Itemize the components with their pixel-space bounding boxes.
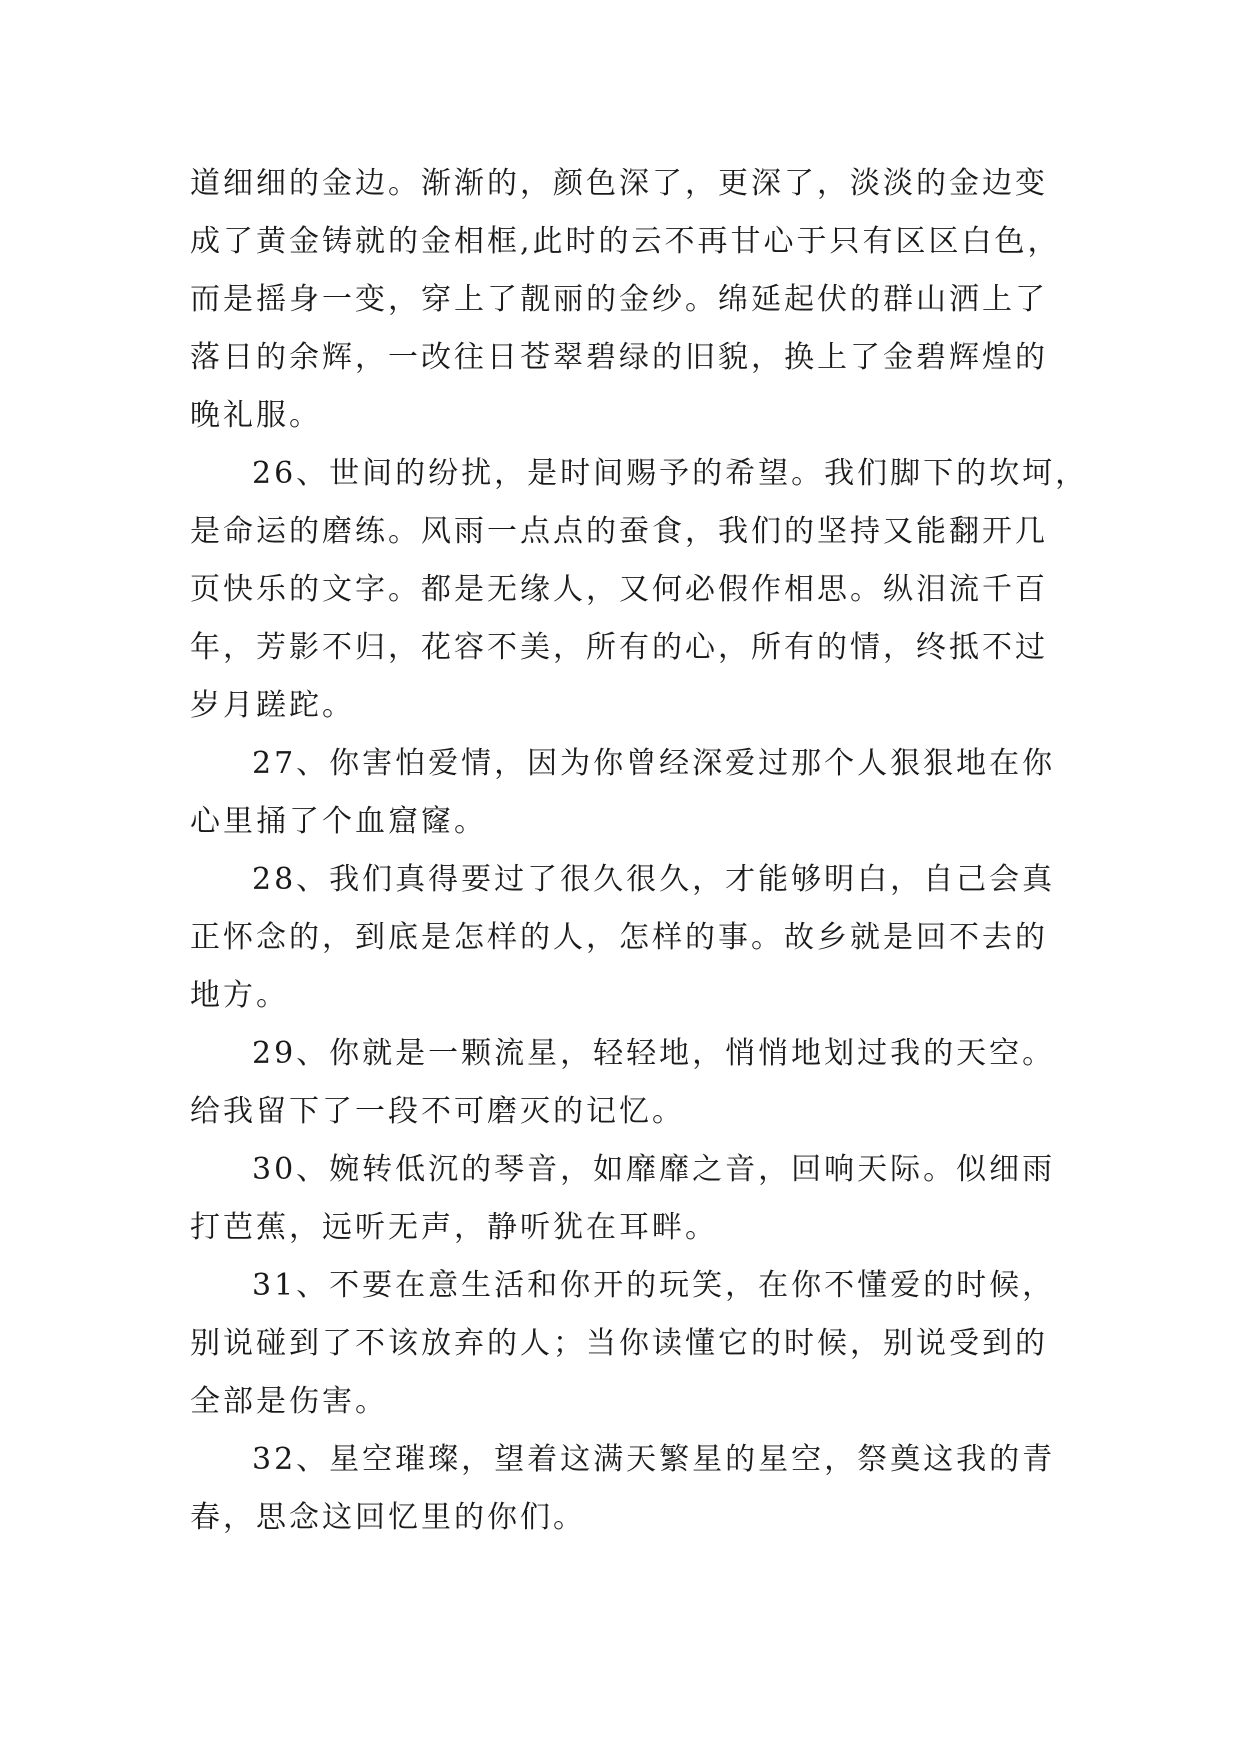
text-line: 31、不要在意生活和你开的玩笑，在你不懂爱的时候， [252, 1268, 1056, 1303]
text-line: 是命运的磨练。风雨一点点的蚕食，我们的坚持又能翻开几 [190, 514, 1048, 549]
text-line: 26、世间的纷扰，是时间赐予的希望。我们脚下的坎坷， [252, 456, 1089, 491]
text-line: 春，思念这回忆里的你们。 [190, 1500, 586, 1535]
text-line: 29、你就是一颗流星，轻轻地，悄悄地划过我的天空。 [252, 1036, 1056, 1071]
text-line: 心里捅了个血窟窿。 [190, 804, 487, 839]
paragraph-29 [190, 1025, 1090, 1141]
text-line: 落日的余辉，一改往日苍翠碧绿的旧貌，换上了金碧辉煌的 [190, 340, 1048, 375]
paragraph-26 [190, 445, 1090, 735]
text-line: 正怀念的，到底是怎样的人，怎样的事。故乡就是回不去的 [190, 920, 1048, 955]
text-line: 而是摇身一变，穿上了靓丽的金纱。绵延起伏的群山洒上了 [190, 282, 1048, 317]
text-line: 道细细的金边。渐渐的，颜色深了，更深了，淡淡的金边变 [190, 166, 1048, 201]
text-line: 全部是伤害。 [190, 1384, 388, 1419]
paragraph-31 [190, 1257, 1090, 1431]
text-line: 晚礼服。 [190, 398, 322, 433]
text-line: 30、婉转低沉的琴音，如靡靡之音，回响天际。似细雨 [252, 1152, 1056, 1187]
paragraph-continuation [190, 155, 1090, 445]
text-line: 27、你害怕爱情，因为你曾经深爱过那个人狠狠地在你 [252, 746, 1056, 781]
text-line: 别说碰到了不该放弃的人；当你读懂它的时候，别说受到的 [190, 1326, 1048, 1361]
text-line: 岁月蹉跎。 [190, 688, 355, 723]
text-line: 打芭蕉，远听无声，静听犹在耳畔。 [190, 1210, 718, 1245]
text-line: 年，芳影不归，花容不美，所有的心，所有的情，终抵不过 [190, 630, 1048, 665]
paragraph-28 [190, 851, 1090, 1025]
paragraph-32 [190, 1431, 1090, 1547]
paragraph-27 [190, 735, 1090, 851]
text-line: 页快乐的文字。都是无缘人，又何必假作相思。纵泪流千百 [190, 572, 1048, 607]
text-line: 32、星空璀璨，望着这满天繁星的星空，祭奠这我的青 [252, 1442, 1056, 1477]
text-line: 地方。 [190, 978, 289, 1013]
text-line: 给我留下了一段不可磨灭的记忆。 [190, 1094, 685, 1129]
document-body [190, 155, 1090, 1547]
text-line: 成了黄金铸就的金相框,此时的云不再甘心于只有区区白色， [190, 224, 1061, 259]
paragraph-30 [190, 1141, 1090, 1257]
text-line: 28、我们真得要过了很久很久，才能够明白，自己会真 [252, 862, 1056, 897]
